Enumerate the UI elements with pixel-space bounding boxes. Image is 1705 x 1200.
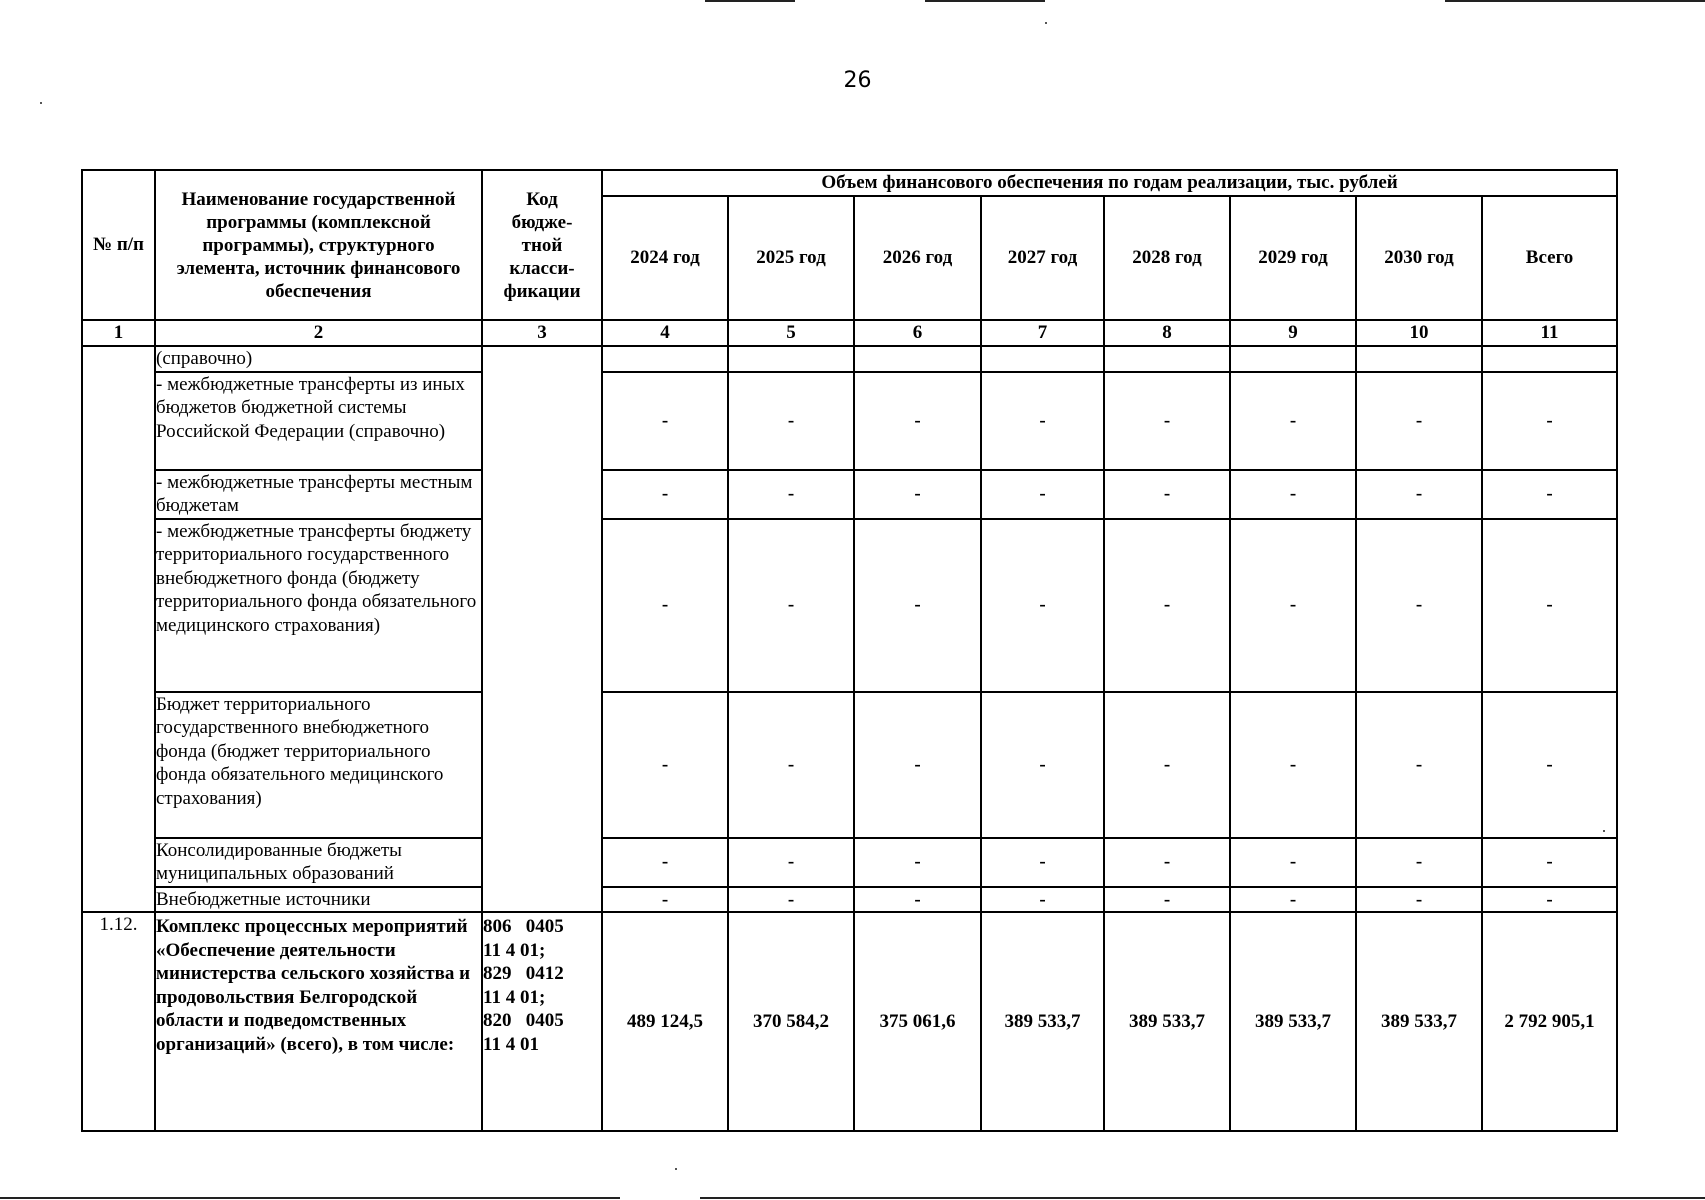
- cell-value: -: [728, 372, 854, 470]
- col-index: 6: [854, 320, 981, 346]
- scan-edge-line-top-left: [705, 0, 795, 2]
- cell-value: -: [854, 692, 981, 838]
- cell-value: -: [1104, 372, 1230, 470]
- cell-value: -: [1104, 692, 1230, 838]
- table-row: [82, 692, 1617, 838]
- cell-value: -: [1230, 887, 1356, 913]
- scan-speck: [675, 1168, 677, 1170]
- cell-value: [602, 346, 728, 372]
- row-name: - межбюджетные трансферты бюджету территориального государственного внебюджетного фонда (бюджету территориального фонда обязательного медицинского страхования): [155, 519, 482, 692]
- cell-value: [854, 346, 981, 372]
- row-name: Бюджет территориального государственного внебюджетного фонда (бюджет территориального фонда обязательного медицинского страхования): [155, 692, 482, 838]
- cell-value: 370 584,2: [728, 912, 854, 1131]
- cell-value: 489 124,5: [602, 912, 728, 1131]
- cell-value: -: [854, 838, 981, 887]
- cell-value: -: [1356, 519, 1482, 692]
- header-row-1: [82, 170, 1617, 196]
- row-name: - межбюджетные трансферты местным бюджетам: [155, 470, 482, 519]
- cell-value: -: [1230, 838, 1356, 887]
- col-index: 5: [728, 320, 854, 346]
- code-line: 11 4 01;: [483, 939, 546, 961]
- col-index: 10: [1356, 320, 1482, 346]
- cell-value: -: [854, 470, 981, 519]
- header-year-2028: 2028 год: [1104, 196, 1230, 320]
- cell-value: -: [728, 519, 854, 692]
- col-index: 2: [155, 320, 482, 346]
- cell-value: -: [1482, 692, 1617, 838]
- cell-value: -: [1482, 470, 1617, 519]
- financing-table: [81, 169, 1618, 1132]
- col-index: 7: [981, 320, 1104, 346]
- cell-value: -: [981, 372, 1104, 470]
- code-line: 820 0405: [483, 1010, 564, 1031]
- row-code-empty: [482, 346, 602, 912]
- header-code: Код бюдже-тной класси-фикации: [482, 170, 602, 320]
- table-row: [82, 346, 1617, 372]
- cell-value: -: [981, 838, 1104, 887]
- cell-value: -: [1482, 372, 1617, 470]
- cell-value: [1482, 346, 1617, 372]
- row-num: 1.12.: [82, 912, 155, 1131]
- scan-edge-line-bottom-right: [700, 1197, 1705, 1199]
- row-name: (справочно): [155, 346, 482, 372]
- header-name: Наименование государственной программы (комплексной программы), структурного элемента, источник финансового обеспечения: [155, 170, 482, 320]
- col-index: 9: [1230, 320, 1356, 346]
- col-index: 4: [602, 320, 728, 346]
- scan-edge-line-bottom-left: [0, 1197, 620, 1199]
- code-line: 11 4 01;: [483, 986, 546, 1008]
- cell-value: -: [602, 838, 728, 887]
- header-year-2025: 2025 год: [728, 196, 854, 320]
- cell-value: -: [602, 519, 728, 692]
- cell-value: -: [1230, 470, 1356, 519]
- table-row: [82, 519, 1617, 692]
- cell-value: 389 533,7: [1356, 912, 1482, 1131]
- cell-value: -: [1104, 519, 1230, 692]
- cell-value: -: [602, 887, 728, 913]
- cell-value: -: [1104, 470, 1230, 519]
- code-line: 11 4 01: [483, 1033, 539, 1055]
- cell-value: -: [1356, 838, 1482, 887]
- cell-value: -: [1104, 887, 1230, 913]
- cell-value: -: [981, 887, 1104, 913]
- row-name: Консолидированные бюджеты муниципальных образований: [155, 838, 482, 887]
- cell-value: 375 061,6: [854, 912, 981, 1131]
- cell-value: -: [1104, 838, 1230, 887]
- cell-value: -: [602, 470, 728, 519]
- scan-speck: [1045, 22, 1047, 24]
- cell-value: -: [1356, 887, 1482, 913]
- cell-value: -: [728, 887, 854, 913]
- header-year-2027: 2027 год: [981, 196, 1104, 320]
- row-name: - межбюджетные трансферты из иных бюджетов бюджетной системы Российской Федерации (справочно): [155, 372, 482, 470]
- cell-value: -: [854, 519, 981, 692]
- cell-value: -: [602, 692, 728, 838]
- cell-value: -: [728, 692, 854, 838]
- table-row: [82, 470, 1617, 519]
- table-row: [82, 887, 1617, 913]
- header-year-2026: 2026 год: [854, 196, 981, 320]
- col-index: 11: [1482, 320, 1617, 346]
- header-num: № п/п: [82, 170, 155, 320]
- cell-value: -: [1230, 372, 1356, 470]
- row-num-empty: [82, 346, 155, 912]
- cell-value: [728, 346, 854, 372]
- table-row: [82, 372, 1617, 470]
- cell-value: -: [1356, 372, 1482, 470]
- cell-value: -: [981, 519, 1104, 692]
- header-year-2030: 2030 год: [1356, 196, 1482, 320]
- page-number: 26: [843, 68, 872, 93]
- row-code: [482, 912, 602, 1131]
- scan-edge-line-top-middle: [925, 0, 1045, 2]
- cell-value: 389 533,7: [1104, 912, 1230, 1131]
- cell-value: [1230, 346, 1356, 372]
- cell-value: [981, 346, 1104, 372]
- cell-value: -: [854, 887, 981, 913]
- cell-value: -: [1230, 692, 1356, 838]
- row-name: Внебюджетные источники: [155, 887, 482, 913]
- col-index: 8: [1104, 320, 1230, 346]
- cell-value: -: [1230, 519, 1356, 692]
- scan-speck: [40, 102, 42, 104]
- cell-value: -: [1356, 470, 1482, 519]
- cell-value: -: [1482, 519, 1617, 692]
- cell-value: -: [981, 470, 1104, 519]
- cell-value: -: [1356, 692, 1482, 838]
- cell-value: -: [854, 372, 981, 470]
- col-index: 1: [82, 320, 155, 346]
- cell-value: 389 533,7: [1230, 912, 1356, 1131]
- cell-value: -: [728, 838, 854, 887]
- cell-value: -: [1482, 838, 1617, 887]
- scan-edge-line-top-right: [1445, 0, 1705, 2]
- code-line: 806 0405: [483, 916, 564, 937]
- cell-value: -: [981, 692, 1104, 838]
- cell-value: 389 533,7: [981, 912, 1104, 1131]
- cell-value: -: [1482, 887, 1617, 913]
- row-name: Комплекс процессных мероприятий «Обеспечение деятельности министерства сельского хозяйства и продовольствия Белгородской области и подведомственных организаций» (всего), в том числе:: [155, 912, 482, 1131]
- cell-value: -: [728, 470, 854, 519]
- cell-value: -: [602, 372, 728, 470]
- col-index: 3: [482, 320, 602, 346]
- header-volume: Объем финансового обеспечения по годам реализации, тыс. рублей: [602, 170, 1617, 196]
- code-line: 829 0412: [483, 963, 564, 984]
- header-year-2029: 2029 год: [1230, 196, 1356, 320]
- column-index-row: [82, 320, 1617, 346]
- cell-value: [1104, 346, 1230, 372]
- cell-value: [1356, 346, 1482, 372]
- cell-value: 2 792 905,1: [1482, 912, 1617, 1131]
- table-row-1-12: [82, 912, 1617, 1131]
- header-total: Всего: [1482, 196, 1617, 320]
- table-row: [82, 838, 1617, 887]
- header-year-2024: 2024 год: [602, 196, 728, 320]
